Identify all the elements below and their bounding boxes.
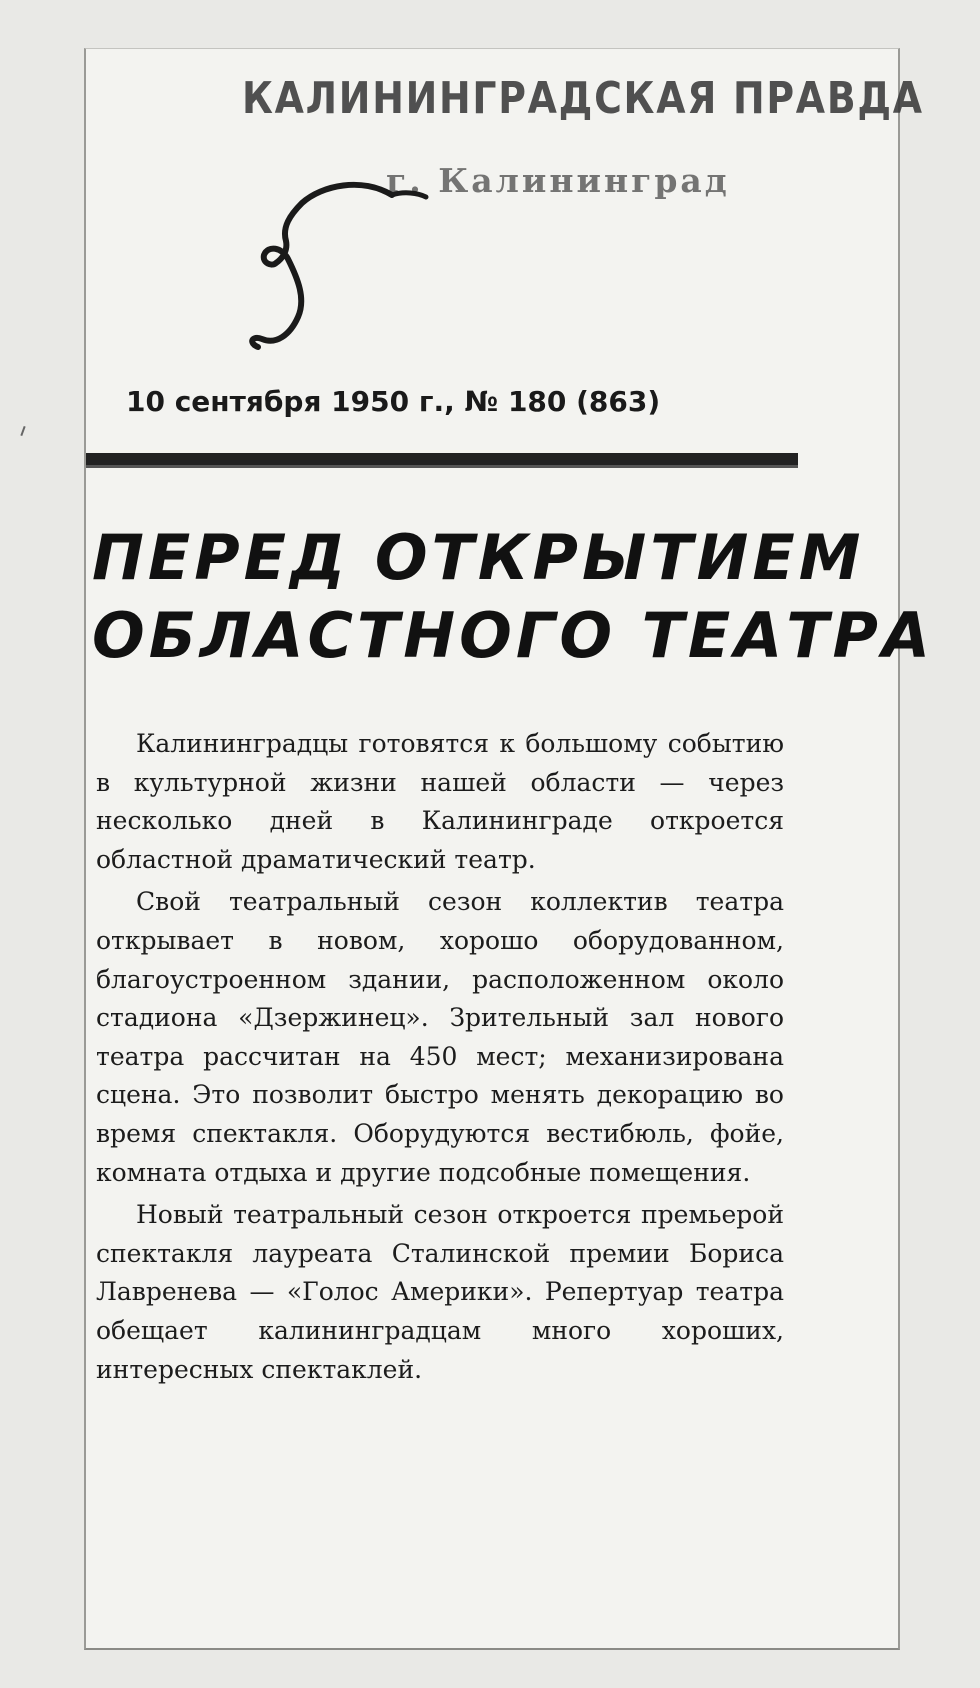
header-rule [86,453,798,468]
article-paragraph-2: Свой театральный сезон коллектив театра открывает в новом, хорошо оборудованном, благоустроенном здании, расположенном около стадиона «Дзержинец». Зрительный зал нового театра рассчитан на 450 мест; механизирована сцена. Это позволит быстро менять декорацию во время спектакля. Оборудуются вестибюль, фойе, комната отдыха и другие подсобные помещения. [96,887,784,1187]
article-body [96,725,784,1393]
handwritten-signature [242,167,432,367]
headline-line-1: ПЕРЕД ОТКРЫТИЕМ [92,521,865,594]
issue-dateline: 10 сентября 1950 г., № 180 (863) [126,385,661,418]
article-headline [92,519,934,675]
article-paragraph-1: Калининградцы готовятся к большому событию в культурной жизни нашей области — через несколько дней в Калининграде откроется областной драматический театр. [96,729,784,874]
article-paragraph-3: Новый театральный сезон откроется премьерой спектакля лауреата Сталинской премии Бориса Лавренева — «Голос Америки». Репертуар театра обещает калининградцам много хороших, интересных спектаклей. [96,1200,784,1384]
newspaper-name-stamp: КАЛИНИНГРАДСКАЯ ПРАВДА [242,73,924,124]
margin-mark [20,426,25,436]
headline-line-2: ОБЛАСТНОГО ТЕАТРА [92,599,934,672]
city-stamp: г. Калининград [386,161,730,200]
newspaper-clipping [84,48,934,1650]
